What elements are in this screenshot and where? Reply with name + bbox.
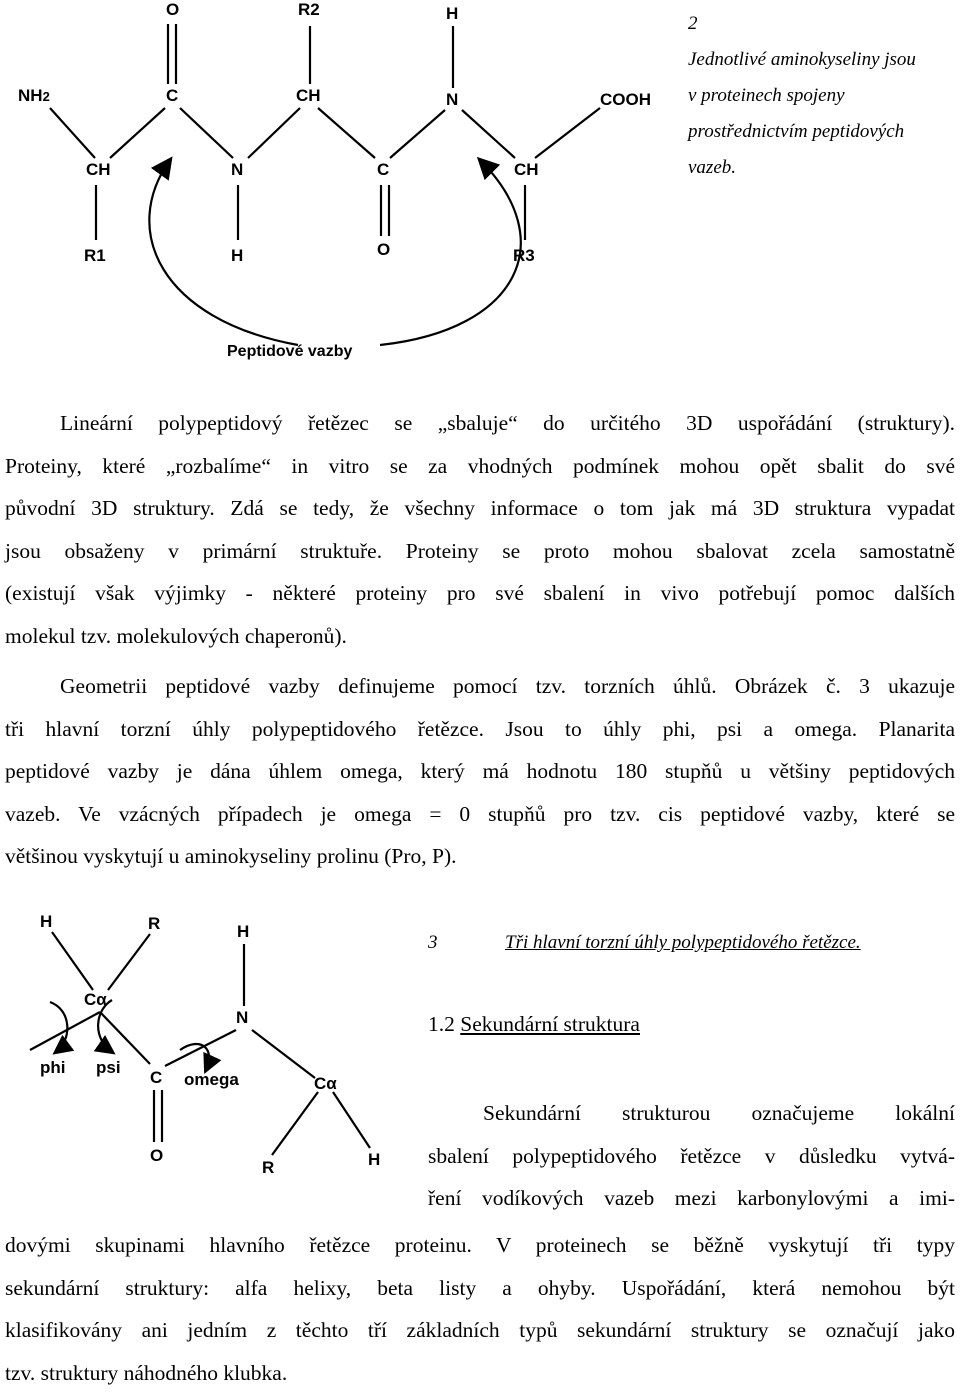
section-heading — [428, 1012, 640, 1037]
text-line: dovými skupinami hlavního řetězce proteinu. V proteinech se běžně vyskytují tři typy — [5, 1224, 955, 1267]
atom-o-bot: O — [377, 240, 390, 260]
peptide-bonds-label: Peptidové vazby — [227, 343, 352, 361]
label-psi: psi — [96, 1058, 121, 1078]
atom-r3: R3 — [513, 246, 535, 266]
atom-c2: C — [377, 160, 389, 180]
caption-line: v proteinech spojeny — [688, 78, 958, 114]
atom-o: O — [150, 1146, 163, 1166]
text-line: (existují však výjimky - některé proteiny pro své sbalení in vivo potřebují pomoc dalších — [5, 572, 955, 615]
caption-number: 3 — [428, 932, 438, 953]
atom-n: N — [236, 1008, 248, 1028]
text-line: tzv. struktury náhodného klubka. — [5, 1352, 955, 1394]
caption-line: vazeb. — [688, 150, 958, 186]
text-line: sbalení polypeptidového řetězce v důsledku vytvá- — [428, 1135, 955, 1178]
text-line: peptidové vazby je dána úhlem omega, který má hodnotu 180 stupňů u většiny peptidových — [5, 750, 955, 793]
text-line: původní 3D struktury. Zdá se tedy, že všechny informace o tom jak má 3D struktura vypadat — [5, 487, 955, 530]
atom-h1: H — [40, 912, 52, 932]
atom-h2: H — [237, 922, 249, 942]
text-line: molekul tzv. molekulových chaperonů). — [5, 615, 955, 658]
caption-number: 2 — [688, 6, 958, 42]
atom-r1: R1 — [84, 246, 106, 266]
section-number: 1.2 — [428, 1012, 455, 1036]
text-line: Geometrii peptidové vazby definujeme pomocí tzv. torzních úhlů. Obrázek č. 3 ukazuje — [5, 665, 955, 708]
text-line: Proteiny, které „rozbalíme“ in vitro se za vhodných podmínek mohou opět sbalit do své — [5, 445, 955, 488]
text-line: sekundární struktury: alfa helixy, beta listy a ohyby. Uspořádání, která nemohou být — [5, 1267, 955, 1310]
figure-2-caption — [428, 925, 861, 961]
atom-nh2: NH2 — [18, 86, 50, 106]
text-line: jsou obsaženy v primární struktuře. Proteiny se proto mohou sbalovat zcela samostatně — [5, 530, 955, 573]
label-phi: phi — [40, 1058, 66, 1078]
atom-ch-mid: CH — [296, 86, 321, 106]
atom-c: C — [150, 1068, 162, 1088]
atom-calpha-2: Cα — [314, 1074, 337, 1094]
section-title: Sekundární struktura — [460, 1012, 640, 1036]
atom-n-top: N — [446, 90, 458, 110]
phi-arrow — [50, 1002, 67, 1052]
atom-h3: H — [368, 1150, 380, 1170]
atom-r2: R — [262, 1158, 274, 1178]
label-omega: omega — [184, 1070, 239, 1090]
text-line: většinou vyskytují u aminokyseliny prolinu (Pro, P). — [5, 835, 955, 878]
atom-cooh: COOH — [600, 90, 651, 110]
atom-ch2: CH — [514, 160, 539, 180]
atom-c1: C — [166, 86, 178, 106]
text-line: klasifikovány ani jedním z těchto tří základních typů sekundární struktury se označují jako — [5, 1309, 955, 1352]
text-line: Sekundární strukturou označujeme lokální — [428, 1092, 955, 1135]
atom-ch1: CH — [86, 160, 111, 180]
atom-n1: N — [231, 160, 243, 180]
atom-r2: R2 — [298, 0, 320, 20]
caption-text: Tři hlavní torzní úhly polypeptidového řetězce. — [505, 932, 861, 953]
atom-h-top: H — [446, 4, 458, 24]
text-line: tři hlavní torzní úhly polypeptidového řetězce. Jsou to úhly phi, psi a omega. Planarita — [5, 708, 955, 751]
text-line: Lineární polypeptidový řetězec se „sbaluje“ do určitého 3D uspořádání (struktury). — [5, 402, 955, 445]
paragraph-3-indented — [428, 1092, 955, 1220]
atom-o-top: O — [166, 0, 179, 20]
text-line: vazeb. Ve vzácných případech je omega = 0 stupňů pro tzv. cis peptidové vazby, které se — [5, 793, 955, 836]
atom-r1: R — [148, 914, 160, 934]
paragraph-3-full — [5, 1224, 955, 1394]
atom-h-bot: H — [231, 246, 243, 266]
caption-line: Jednotlivé aminokyseliny jsou — [688, 42, 958, 78]
caption-line: prostřednictvím peptidových — [688, 114, 958, 150]
text-line: ření vodíkových vazeb mezi karbonylovými a imi- — [428, 1177, 955, 1220]
atom-calpha-1: Cα — [84, 990, 107, 1010]
